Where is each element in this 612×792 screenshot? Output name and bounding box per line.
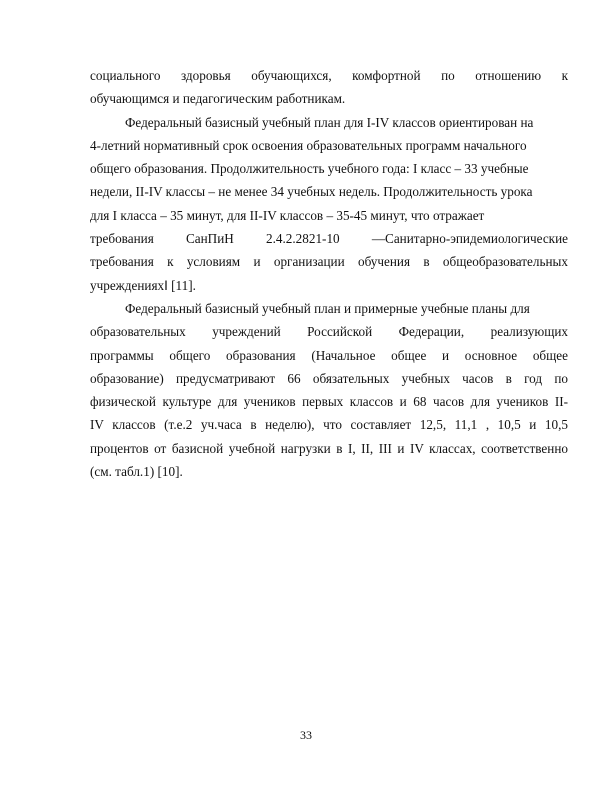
text-line: программы общего образования (Начальное общее и основное общее xyxy=(90,347,568,363)
paragraph-first-line: Федеральный базисный учебный план и примерные учебные планы для xyxy=(125,300,530,316)
text-line: физической культуре для учеников первых классов и 68 часов для учеников II- xyxy=(90,394,568,410)
paragraph-first-line: Федеральный базисный учебный план для I-IV классов ориентирован на xyxy=(125,114,534,130)
text-line: 4-летний нормативный срок освоения образовательных программ начального xyxy=(90,137,527,153)
text-line: социального здоровья обучающихся, комфортной по отношению к xyxy=(90,68,568,83)
text-line: образовательных учреждений Российской Федерации, реализующих xyxy=(90,324,568,340)
text-line: требования СанПиН 2.4.2.2821-10 ―Санитарно-эпидемиологические xyxy=(90,231,568,247)
text-line: требования к условиям и организации обучения в общеобразовательных xyxy=(90,254,568,270)
text-line: недели, II-IV классы – не менее 34 учебных недель. Продолжительность урока xyxy=(90,184,533,200)
text-line: образование) предусматривают 66 обязательных учебных часов в год по xyxy=(90,370,568,386)
text-line: (см. табл.1) [10]. xyxy=(90,464,183,480)
page-text xyxy=(90,64,568,483)
text-line: для I класса – 35 минут, для II-IV классов – 35-45 минут, что отражает xyxy=(90,207,485,223)
text-line: обучающимся и педагогическим работникам. xyxy=(90,91,346,107)
text-line: учреждениях‖ [11]. xyxy=(90,277,196,293)
text-line: процентов от базисной учебной нагрузки в I, II, III и IV классах, соответственно xyxy=(90,440,568,456)
page-number: 33 xyxy=(300,728,312,742)
text-line: IV классов (т.е.2 уч.часа в неделю), что составляет 12,5, 11,1 , 10,5 и 10,5 xyxy=(90,417,568,433)
text-line: общего образования. Продолжительность учебного года: I класс – 33 учебные xyxy=(90,161,529,177)
